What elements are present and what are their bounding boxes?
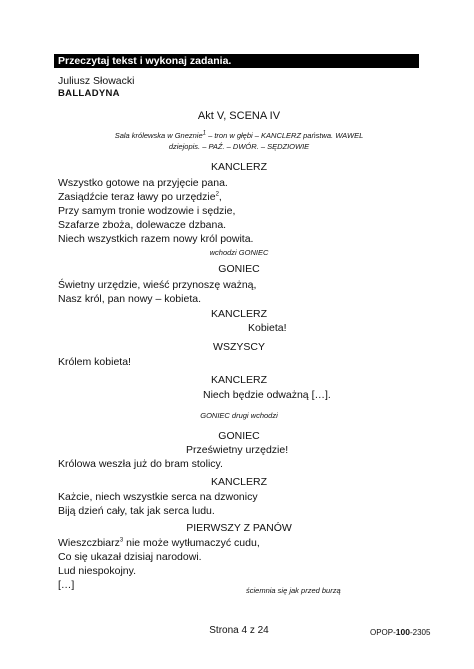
verse-line: Królowa weszła już do bram stolicy. [58,458,223,470]
stage-direction: GONIEC drugi wchodzi [200,411,278,420]
stage-setting-text: dziejopis. – PAŹ. – DWÓR. – SĘDZIOWIE [168,142,310,151]
footnote-marker: 3 [119,537,124,544]
verse-line: Biją dzień cały, tak jak serca ludu. [58,505,215,517]
stage-setting-text: Sala królewska w Gneznie [114,131,203,140]
stage-direction: ściemnia się jak przed burzą [246,586,341,595]
speaker-name: KANCLERZ [210,161,267,173]
speaker-name: WSZYSCY [213,341,265,353]
author-name: Juliusz Słowacki [58,75,135,87]
verse-line: Przy samym tronie wodzowie i sędzie, [58,205,236,217]
verse-line [58,190,222,205]
verse-line: Prześwietny urzędzie! [186,444,289,456]
verse-line: Niech będzie odważną […]. [203,389,331,401]
speaker-name: PIERWSZY Z PANÓW [186,522,292,534]
verse-line: Świetny urzędzie, wieść przynoszę ważną, [58,279,257,291]
act-scene-title: Akt V, SCENA IV [197,110,281,122]
verse-text: Wieszczbiarz [58,537,120,549]
verse-line: Nasz król, pan nowy – kobieta. [58,293,201,305]
verse-text: Zasiądźcie teraz ławy po urzędzie [58,191,216,203]
verse-line: Lud niespokojny. [58,565,137,577]
exam-code-suffix: -2305 [409,628,431,637]
verse-line: Niech wszystkich razem nowy król powita. [58,233,254,245]
speaker-name: KANCLERZ [210,476,267,488]
verse-line [58,536,260,551]
speaker-name: GONIEC [218,430,260,442]
verse-line: Szafarze zboża, dolewacze dzbana. [58,219,227,231]
instruction-banner: Przeczytaj tekst i wykonaj zadania. [54,54,419,68]
page-number: Strona 4 z 24 [209,625,269,636]
stage-direction: wchodzi GONIEC [209,248,269,257]
verse-line: […] [58,579,75,591]
exam-code-prefix: OPOP- [370,628,396,637]
verse-line: Królem kobieta! [58,356,131,368]
footnote-marker: 2 [215,191,219,198]
stage-setting-text: – tron w głębi – KANCLERZ państwa. WAWEL [206,131,364,140]
verse-text: nie może wytłumaczyć cudu, [123,537,260,549]
speaker-name: GONIEC [218,263,260,275]
stage-setting [58,130,420,152]
speaker-name: KANCLERZ [210,308,267,320]
verse-line: Każcie, niech wszystkie serca na dzwonicy [58,491,258,503]
verse-line: Co się ukazał dzisiaj narodowi. [58,551,202,563]
exam-code [370,627,430,637]
footnote-marker: 1 [202,130,206,137]
exam-code-number: 100 [395,627,410,637]
verse-line: Kobieta! [248,322,287,334]
verse-text: , [218,191,222,203]
verse-line: Wszystko gotowe na przyjęcie pana. [58,177,228,189]
speaker-name: KANCLERZ [210,374,267,386]
work-title: BALLADYNA [58,88,120,99]
